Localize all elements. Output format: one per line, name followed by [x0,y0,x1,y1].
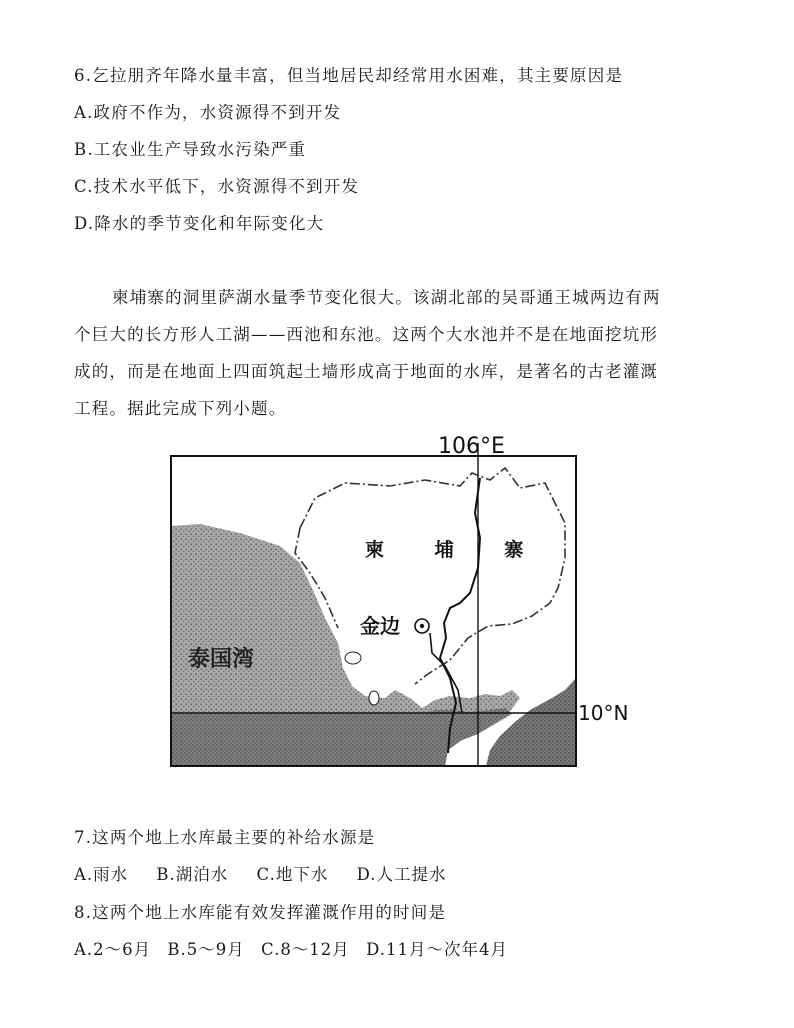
question-8-option-b: B.5～9月 [167,940,245,959]
question-6-option-b: B.工农业生产导致水污染严重 [74,140,307,159]
passage [74,279,734,427]
question-7-stem: 7.这两个地上水库最主要的补给水源是 [74,828,376,847]
question-7-options [74,861,468,885]
question-8-stem: 8.这两个地上水库能有效发挥灌溉作用的时间是 [74,903,447,922]
southern-sea-band [171,708,512,766]
gulf-label: 泰国湾 [188,647,255,672]
question-8-options [74,936,530,960]
question-8-option-d: D.11月～次年4月 [366,940,508,959]
passage-line: 成的，而是在地面上四面筑起土墙形成高于地面的水库，是著名的古老灌溉 [74,362,659,381]
longitude-label: 106°E [438,434,505,459]
question-6-option-a: A.政府不作为，水资源得不到开发 [74,103,342,122]
capital-dot-icon [420,624,424,628]
question-6-stem: 6.乞拉朋齐年降水量丰富，但当地居民却经常用水困难，其主要原因是 [74,66,624,85]
question-7-option-b: B.湖泊水 [156,865,229,884]
question-8-option-c: C.8～12月 [261,940,350,959]
cambodia-map [160,428,650,793]
country-label: 柬 埔 寨 [365,539,546,561]
passage-line: 柬埔寨的洞里萨湖水量季节变化很大。该湖北部的吴哥通王城两边有两 [112,288,661,307]
passage-line: 个巨大的长方形人工湖——西池和东池。这两个大水池并不是在地面挖坑形 [74,325,659,344]
latitude-label: 10°N [578,701,629,725]
question-7-option-d: D.人工提水 [356,865,447,884]
east-sea-area [486,678,576,766]
question-7-option-c: C.地下水 [256,865,329,884]
question-6-option-c: C.技术水平低下，水资源得不到开发 [74,177,360,196]
passage-line: 工程。据此完成下列小题。 [74,399,287,418]
city-label: 金边 [360,614,400,638]
question-7-option-a: A.雨水 [74,865,129,884]
question-6-option-d: D.降水的季节变化和年际变化大 [74,214,325,233]
question-8-option-a: A.2～6月 [74,940,152,959]
